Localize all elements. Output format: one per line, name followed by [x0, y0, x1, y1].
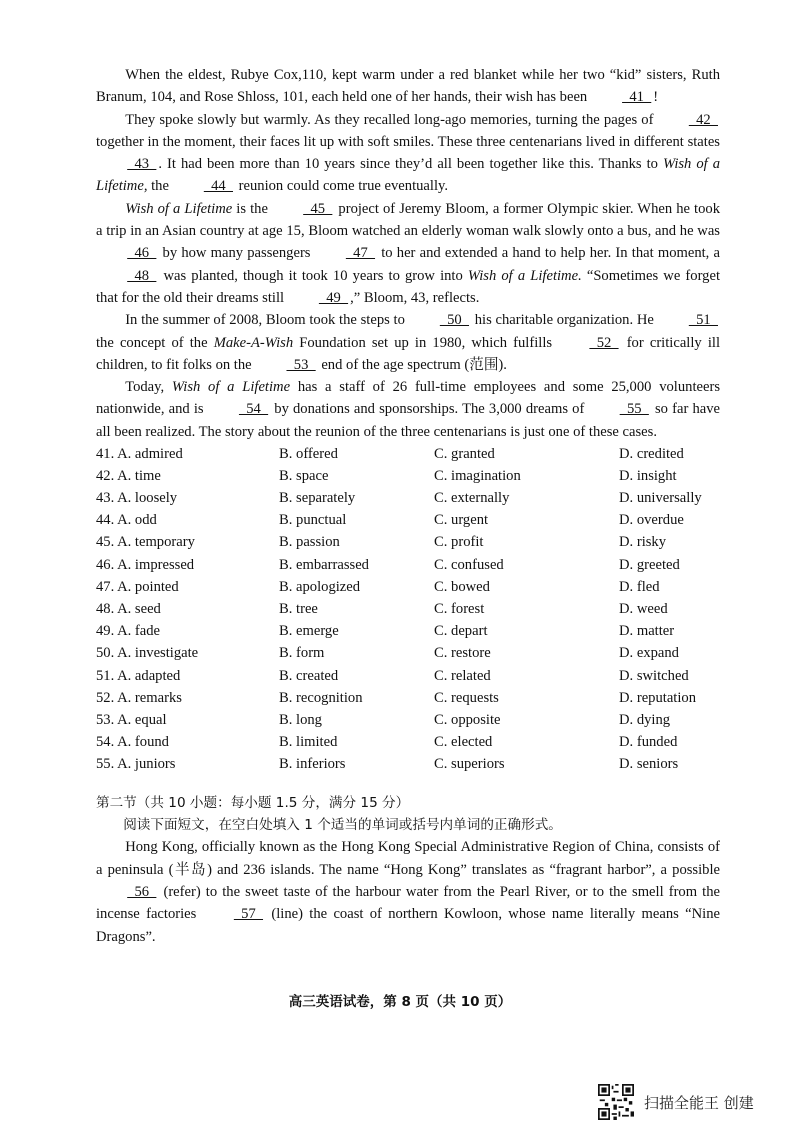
section-2-instruction: 阅读下面短文，在空白处填入 1 个适当的单词或括号内单词的正确形式。	[123, 817, 562, 834]
answer-blank: 51	[688, 312, 718, 329]
option-choice: D. risky	[619, 534, 667, 551]
option-choice: 41. A. admired	[96, 445, 183, 462]
option-choice: B. emerge	[279, 623, 339, 640]
option-choice: C. forest	[434, 600, 485, 617]
option-row	[96, 754, 720, 776]
option-choice: B. passion	[279, 534, 340, 551]
answer-blank: 46	[127, 245, 157, 262]
option-choice: C. urgent	[434, 512, 489, 529]
option-choice: D. fled	[619, 578, 660, 595]
answer-blank: 44	[203, 178, 233, 195]
option-row	[96, 687, 720, 709]
paragraph: Hong Kong, officially known as the Hong Kong Special Administrative Region of China, consists of a peninsula (半岛) and 236 islands. The name “Hong Kong” translates as “fragrant harbor”, a possible 56 (refer) to the sweet taste of the harbour water from the Pearl River, or to the smell from the incense factories 57 (line) the coast of northern Kowloon, whose name literally means “Nine Dragons”.	[96, 839, 720, 945]
option-row	[96, 576, 720, 598]
scanner-credit: 扫描全能王 创建	[644, 1093, 754, 1112]
option-choice: 48. A. seed	[96, 600, 161, 617]
option-choice: 54. A. found	[96, 734, 169, 751]
page-footer: 高三英语试卷，第 8 页（共 10 页）	[288, 994, 512, 1010]
option-choice: C. depart	[434, 623, 488, 640]
option-choice: 53. A. equal	[96, 711, 167, 728]
option-choice: C. granted	[434, 445, 495, 462]
option-choice: B. created	[279, 667, 339, 684]
option-choice: D. weed	[619, 600, 668, 617]
option-choice: C. requests	[434, 689, 499, 706]
option-row	[96, 487, 720, 509]
option-choice: B. form	[279, 645, 325, 662]
option-choice: 49. A. fade	[96, 623, 161, 640]
answer-blank: 47	[345, 245, 376, 262]
answer-blank: 45	[303, 200, 333, 217]
option-row	[96, 465, 720, 487]
answer-blank: 50	[439, 312, 470, 329]
option-row	[96, 665, 720, 687]
option-choice: 47. A. pointed	[96, 578, 179, 595]
option-choice: 55. A. juniors	[96, 756, 176, 773]
scanner-watermark	[598, 1084, 754, 1120]
answer-blank: 41	[622, 89, 652, 106]
option-choice: C. restore	[434, 645, 491, 662]
answer-blank: 43	[127, 156, 157, 173]
section-2-heading: 第二节（共 10 小题：每小题 1.5 分，满分 15 分）	[96, 794, 410, 811]
italic-title: Wish of a Lifetime	[125, 200, 233, 217]
option-choice: B. embarrassed	[279, 556, 369, 573]
italic-title: Wish of a Lifetime,	[96, 156, 721, 195]
option-choice: 46. A. impressed	[96, 556, 195, 573]
answer-blank: 52	[589, 334, 619, 351]
option-choice: D. switched	[619, 667, 689, 684]
option-choice: 50. A. investigate	[96, 645, 199, 662]
option-choice: B. inferiors	[279, 756, 346, 773]
exam-page	[96, 64, 720, 948]
option-choice: C. externally	[434, 490, 510, 507]
option-row	[96, 643, 720, 665]
paragraph: Wish of a Lifetime is the 45 project of Jeremy Bloom, a former Olympic skier. When he took a trip in an Asian country at age 15, Bloom watched an elderly woman walk slowly onto a bus, and he was 46 by how many passengers 47 to her and extended a hand to help her. In that moment, a 48 was planted, though it took 10 years to grow into Wish of a Lifetime. “Sometimes we forget that for the old their dreams still 49 ,” Bloom, 43, reflects.	[96, 198, 720, 309]
option-choice: 43. A. loosely	[96, 490, 178, 507]
italic-title: Wish of a Lifetime.	[467, 267, 582, 284]
option-choice: C. bowed	[434, 578, 490, 595]
option-choice: 42. A. time	[96, 467, 161, 484]
answer-blank: 48	[127, 267, 157, 284]
option-choice: B. separately	[279, 490, 356, 507]
option-choice: B. space	[279, 467, 329, 484]
answer-blank: 49	[318, 289, 349, 306]
option-choice: 52. A. remarks	[96, 689, 182, 706]
option-choice: B. tree	[279, 600, 318, 617]
answer-blank: 53	[286, 356, 316, 373]
paragraph: In the summer of 2008, Bloom took the steps to 50 his charitable organization. He 51 the concept of the Make-A-Wish Foundation set up in 1980, which fulfills 52 for critically ill children, to fit folks on the 53 end of the age spectrum (范围).	[96, 309, 720, 376]
option-choice: D. universally	[619, 490, 702, 507]
option-choice: C. confused	[434, 556, 504, 573]
option-choice: 51. A. adapted	[96, 667, 181, 684]
option-choice: D. overdue	[619, 512, 684, 529]
paragraph: They spoke slowly but warmly. As they recalled long-ago memories, turning the pages of 42 together in the moment, their faces lit up with soft smiles. These three centenarians lived in different states 43 . It had been more than 10 years since they’d all been together like this. Thanks to Wish of a Lifetime, the 44 reunion could come true eventually.	[96, 109, 720, 198]
options-table	[96, 443, 720, 776]
option-choice: B. offered	[279, 445, 338, 462]
paragraph: When the eldest, Rubye Cox,110, kept warm under a red blanket while her two “kid” sisters, Ruth Branum, 104, and Rose Shloss, 101, each held one of her hands, their wish has been 41 !	[96, 64, 720, 109]
option-choice: D. funded	[619, 734, 678, 751]
answer-blank: 56	[127, 884, 157, 901]
option-choice: C. superiors	[434, 756, 505, 773]
option-choice: B. long	[279, 711, 322, 728]
option-choice: D. reputation	[619, 689, 697, 706]
option-choice: B. apologized	[279, 578, 361, 595]
option-choice: 45. A. temporary	[96, 534, 195, 551]
option-row	[96, 532, 720, 554]
option-row	[96, 731, 720, 753]
option-row	[96, 709, 720, 731]
qr-code-icon	[598, 1084, 634, 1120]
cloze-passage	[96, 64, 720, 443]
option-choice: C. imagination	[434, 467, 521, 484]
paragraph: Today, Wish of a Lifetime has a staff of 26 full-time employees and some 25,000 volunteers nationwide, and is 54 by donations and sponsorships. The 3,000 dreams of 55 so far have all been realized. The story about the reunion of the three centenarians is just one of these cases.	[96, 379, 721, 440]
option-choice: D. greeted	[619, 556, 680, 573]
option-choice: D. expand	[619, 645, 679, 662]
option-choice: C. elected	[434, 734, 493, 751]
option-row	[96, 443, 720, 465]
option-row	[96, 621, 720, 643]
option-choice: D. matter	[619, 623, 675, 640]
answer-blank: 42	[688, 111, 718, 128]
option-choice: D. insight	[619, 467, 677, 484]
option-choice: B. recognition	[279, 689, 363, 706]
option-choice: D. credited	[619, 445, 684, 462]
option-choice: D. dying	[619, 711, 671, 728]
italic-title: Wish of a Lifetime	[171, 379, 291, 396]
grammar-passage	[96, 836, 720, 947]
option-choice: C. profit	[434, 534, 484, 551]
option-choice: 44. A. odd	[96, 512, 157, 529]
option-choice: C. opposite	[434, 711, 501, 728]
option-row	[96, 510, 720, 532]
answer-blank: 57	[233, 906, 264, 923]
italic-title: Make-A-Wish	[213, 334, 294, 351]
answer-blank: 54	[238, 401, 269, 418]
option-choice: C. related	[434, 667, 491, 684]
option-row	[96, 598, 720, 620]
option-row	[96, 554, 720, 576]
option-choice: B. punctual	[279, 512, 347, 529]
option-choice: D. seniors	[619, 756, 679, 773]
answer-blank: 55	[619, 401, 649, 418]
option-choice: B. limited	[279, 734, 338, 751]
